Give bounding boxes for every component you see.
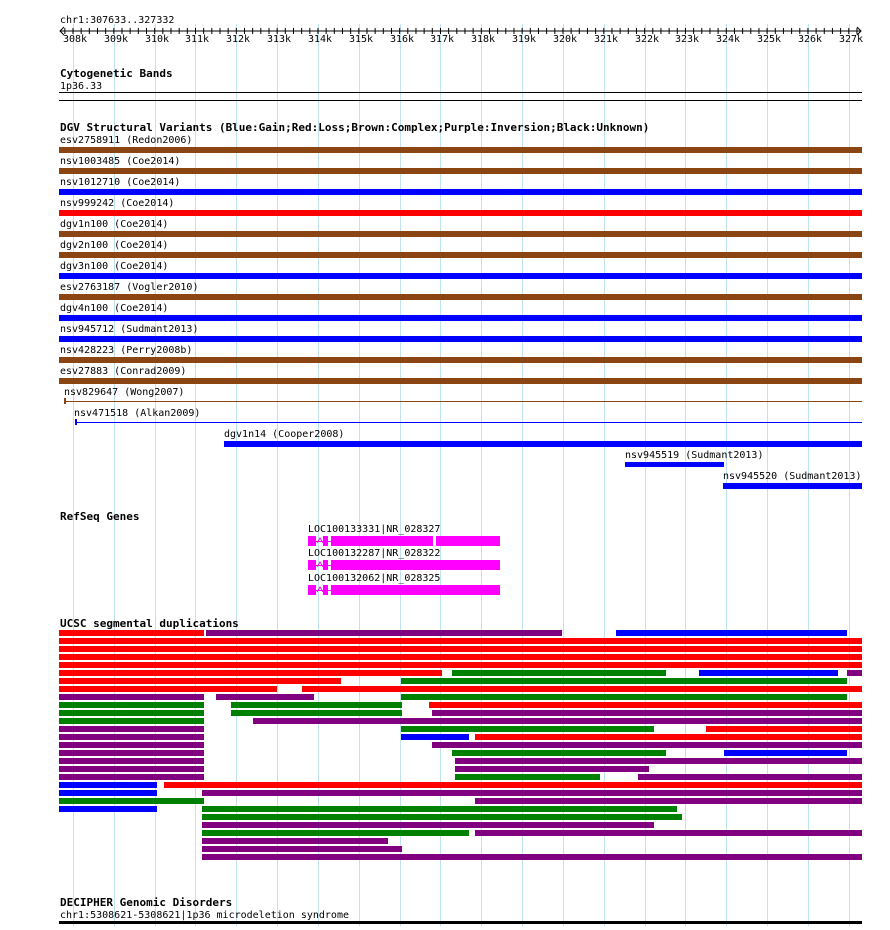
gene-exon[interactable] <box>331 585 500 595</box>
segdup-bar[interactable] <box>59 654 862 660</box>
gene-strand-arrow-icon <box>314 585 334 595</box>
cytoband-label: 1p36.33 <box>60 81 103 92</box>
ruler-tick-label: 310k <box>145 34 170 45</box>
segdup-bar[interactable] <box>432 710 862 716</box>
segdup-bar[interactable] <box>59 806 157 812</box>
ruler-tick-label: 320k <box>553 34 578 45</box>
dgv-feature-label[interactable]: esv2758911 (Redon2006) <box>60 135 193 146</box>
segdup-bar[interactable] <box>638 774 862 780</box>
segdup-bar[interactable] <box>455 766 649 772</box>
ruler-tick-label: 318k <box>471 34 496 45</box>
segdup-bar[interactable] <box>59 646 862 652</box>
segdup-bar[interactable] <box>59 782 157 788</box>
segdup-bar[interactable] <box>59 694 204 700</box>
segdup-bar[interactable] <box>59 774 204 780</box>
ruler-tick-label: 323k <box>675 34 700 45</box>
dgv-feature-label[interactable]: dgv3n100 (Coe2014) <box>60 261 169 272</box>
segdup-bar[interactable] <box>401 734 469 740</box>
segdup-bar[interactable] <box>59 758 204 764</box>
dgv-feature-bar[interactable] <box>59 168 862 174</box>
segdups-title: UCSC segmental duplications <box>60 617 239 630</box>
ruler-tick-label: 325k <box>757 34 782 45</box>
segdup-bar[interactable] <box>59 702 204 708</box>
dgv-feature-endcap <box>64 398 66 404</box>
dgv-feature-bar[interactable] <box>59 294 862 300</box>
gene-exon[interactable] <box>331 536 500 546</box>
dgv-feature-label[interactable]: nsv428223 (Perry2008b) <box>60 345 193 356</box>
segdup-bar[interactable] <box>455 758 862 764</box>
dgv-feature-label[interactable]: esv2763187 (Vogler2010) <box>60 282 199 293</box>
segdup-bar[interactable] <box>706 726 862 732</box>
segdup-bar[interactable] <box>401 678 847 684</box>
dgv-feature-bar[interactable] <box>75 422 862 423</box>
segdup-bar[interactable] <box>59 726 204 732</box>
ruler-tick-label: 324k <box>716 34 741 45</box>
segdup-bar[interactable] <box>401 726 654 732</box>
ruler-tick-label: 313k <box>267 34 292 45</box>
ruler-tick-label: 312k <box>226 34 251 45</box>
decipher-feature-bar[interactable] <box>59 921 862 924</box>
segdup-bar[interactable] <box>202 814 682 820</box>
region-label: chr1:307633..327332 <box>60 15 175 26</box>
ruler-tick-label: 315k <box>349 34 374 45</box>
segdup-bar[interactable] <box>429 702 862 708</box>
segdup-bar[interactable] <box>401 694 847 700</box>
dgv-feature-label[interactable]: dgv1n100 (Coe2014) <box>60 219 169 230</box>
dgv-feature-label[interactable]: nsv471518 (Alkan2009) <box>74 408 201 419</box>
gene-strand-arrow-icon <box>314 560 334 570</box>
segdup-bar[interactable] <box>452 670 666 676</box>
segdup-bar[interactable] <box>59 750 204 756</box>
segdup-bar[interactable] <box>475 734 862 740</box>
segdup-bar[interactable] <box>202 830 469 836</box>
ruler-axis[interactable] <box>58 26 864 38</box>
segdup-bar[interactable] <box>59 766 204 772</box>
cytoband-bottom-rule <box>59 100 862 101</box>
segdup-bar[interactable] <box>59 662 862 668</box>
decipher-feature-label[interactable]: chr1:5308621-5308621|1p36 microdeletion syndrome <box>60 910 349 921</box>
segdup-bar[interactable] <box>455 774 600 780</box>
ruler-tick-label: 319k <box>512 34 537 45</box>
segdup-bar[interactable] <box>59 630 204 636</box>
gene-label[interactable]: LOC100132062|NR_028325 <box>308 573 441 584</box>
ruler-tick-label: 316k <box>390 34 415 45</box>
segdup-bar[interactable] <box>616 630 847 636</box>
dgv-feature-label[interactable]: dgv1n14 (Cooper2008) <box>224 429 345 440</box>
dgv-feature-label[interactable]: nsv945712 (Sudmant2013) <box>60 324 199 335</box>
dgv-feature-label[interactable]: esv27883 (Conrad2009) <box>60 366 187 377</box>
segdup-bar[interactable] <box>59 790 157 796</box>
grid-line <box>195 24 196 926</box>
gene-label[interactable]: LOC100133331|NR_028327 <box>308 524 441 535</box>
decipher-title: DECIPHER Genomic Disorders <box>60 896 233 909</box>
ruler-tick-label: 308k <box>63 34 88 45</box>
segdup-bar[interactable] <box>206 630 562 636</box>
dgv-feature-bar[interactable] <box>59 315 862 321</box>
segdup-bar[interactable] <box>202 846 402 852</box>
ruler-tick-label: 321k <box>594 34 619 45</box>
ruler-tick-label: 314k <box>308 34 333 45</box>
segdup-bar[interactable] <box>216 694 314 700</box>
segdup-bar[interactable] <box>231 710 402 716</box>
dgv-feature-label[interactable]: nsv945519 (Sudmant2013) <box>625 450 764 461</box>
segdup-bar[interactable] <box>59 742 204 748</box>
segdup-bar[interactable] <box>475 798 862 804</box>
segdup-bar[interactable] <box>59 798 204 804</box>
ruler-tick-label: 309k <box>104 34 129 45</box>
gene-label[interactable]: LOC100132287|NR_028322 <box>308 548 441 559</box>
refseq-title: RefSeq Genes <box>60 510 140 523</box>
dgv-feature-label[interactable]: dgv4n100 (Coe2014) <box>60 303 169 314</box>
dgv-feature-bar[interactable] <box>59 147 862 153</box>
dgv-feature-bar[interactable] <box>64 401 862 402</box>
dgv-feature-label[interactable]: dgv2n100 (Coe2014) <box>60 240 169 251</box>
ruler-tick-label: 322k <box>635 34 660 45</box>
gene-exon[interactable] <box>331 560 500 570</box>
dgv-feature-bar[interactable] <box>59 252 862 258</box>
segdup-bar[interactable] <box>452 750 666 756</box>
segdup-bar[interactable] <box>302 686 862 692</box>
segdup-bar[interactable] <box>699 670 838 676</box>
segdup-bar[interactable] <box>202 854 862 860</box>
segdup-bar[interactable] <box>59 686 277 692</box>
dgv-feature-bar[interactable] <box>59 378 862 384</box>
segdup-bar[interactable] <box>59 734 204 740</box>
gene-strand-arrow-icon <box>314 536 334 546</box>
dgv-feature-label[interactable]: nsv1003485 (Coe2014) <box>60 156 181 167</box>
dgv-feature-bar[interactable] <box>59 336 862 342</box>
segdup-bar[interactable] <box>724 750 847 756</box>
segdup-bar[interactable] <box>202 806 677 812</box>
segdup-bar[interactable] <box>59 718 204 724</box>
segdup-bar[interactable] <box>59 710 204 716</box>
dgv-feature-label[interactable]: nsv945520 (Sudmant2013) <box>723 471 862 482</box>
dgv-feature-bar[interactable] <box>59 357 862 363</box>
cytoband-top-rule <box>59 92 862 93</box>
dgv-feature-label[interactable]: nsv1012710 (Coe2014) <box>60 177 181 188</box>
ruler-tick-label: 326k <box>798 34 823 45</box>
dgv-feature-bar[interactable] <box>224 441 862 447</box>
segdup-bar[interactable] <box>164 782 862 788</box>
segdup-bar[interactable] <box>475 830 862 836</box>
ruler-tick-label: 311k <box>185 34 210 45</box>
segdup-bar[interactable] <box>432 742 862 748</box>
segdup-bar[interactable] <box>202 790 862 796</box>
segdup-bar[interactable] <box>202 838 388 844</box>
segdup-bar[interactable] <box>202 822 654 828</box>
segdup-bar[interactable] <box>253 718 862 724</box>
dgv-title: DGV Structural Variants (Blue:Gain;Red:Loss;Brown:Complex;Purple:Inversion;Black:Unknown) <box>60 121 650 134</box>
segdup-bar[interactable] <box>59 670 442 676</box>
cytobands-title: Cytogenetic Bands <box>60 67 173 80</box>
gene-exon-gap <box>433 536 436 546</box>
dgv-feature-bar[interactable] <box>59 231 862 237</box>
dgv-feature-bar[interactable] <box>723 483 862 489</box>
ruler-tick-label: 317k <box>430 34 455 45</box>
segdup-bar[interactable] <box>231 702 402 708</box>
dgv-feature-bar[interactable] <box>625 462 724 467</box>
dgv-feature-endcap <box>75 419 77 425</box>
segdup-bar[interactable] <box>59 638 862 644</box>
ruler-tick-label: 327k <box>839 34 864 45</box>
dgv-feature-bar[interactable] <box>59 210 862 216</box>
segdup-bar[interactable] <box>847 670 862 676</box>
dgv-feature-label[interactable]: nsv829647 (Wong2007) <box>64 387 185 398</box>
segdup-bar[interactable] <box>59 678 341 684</box>
dgv-feature-bar[interactable] <box>59 189 862 195</box>
dgv-feature-label[interactable]: nsv999242 (Coe2014) <box>60 198 175 209</box>
dgv-feature-bar[interactable] <box>59 273 862 279</box>
